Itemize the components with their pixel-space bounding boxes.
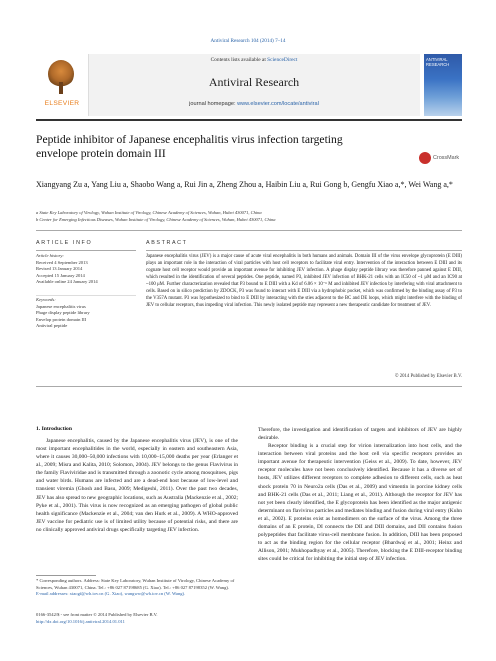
body-paragraph: Receptor binding is a crucial step for virion internalization into host cells, and the interaction between viral proteins and the host cell via specific receptors provides an important avenue for therapeutic intervention (Geiss et al., 2009). To date, however, JEV receptor molecules have not been conclusively identified. Because it has a diverse set of hosts, JEV utilizes different receptors to complete adhesion to different cells, such as heat shock protein 70 in Neuro2a cells (Das et al., 2009) and vimentin in porcine kidney cells and BHK-21 cells (Das et al., 2011; Liang et al., 2011). Although the receptor for JEV has not yet been clearly identified, the E glycoprotein has been identified as the major antigenic determinant on flavivirus particles and mediates binding and fusion during viral entry (Kuhn et al., 2002). E proteins exist as homodimers on the surface of the virus. Among the three domains of an E protein, DI connects the DII and DIII domains, and DII contains fusion polypeptides that facilitate virus-cell membrane fusion. In addition, DIII has been proposed to act as the binding region for the cellular receptor (Bhardwaj et al., 2001; Heinz and Allison, 2001; Mukhopadhyay et al., 2005). Therefore, blocking the E DIII-receptor binding sites could be critical for inhibiting the initial step of JEV infection.	[258, 443, 462, 563]
crossmark-label[interactable]: CrossMark	[433, 155, 460, 161]
keyword-item: Japanese encephalitis virus	[36, 303, 86, 309]
article-info-rule	[36, 250, 136, 251]
article-history	[36, 253, 136, 286]
journal-cover-title: ANTIVIRAL RESEARCH	[426, 57, 450, 67]
footnotes	[36, 578, 238, 598]
abstract-heading: ABSTRACT	[146, 240, 188, 246]
keyword-item: Phage display peptide library	[36, 310, 90, 316]
keywords-label: Keywords:	[36, 297, 56, 302]
abstract-rule	[146, 250, 462, 251]
homepage-prefix: journal homepage:	[189, 101, 238, 107]
affiliation-a: a State Key Laboratory of Virology, Wuhan Institute of Virology, Chinese Academy of Sciences, Wuhan, Hubei 430071, China	[36, 210, 262, 215]
article-info-heading: ARTICLE INFO	[36, 240, 93, 246]
issn-line: 0166-3542/$ - see front matter © 2014 Published by Elsevier B.V.	[36, 612, 158, 617]
journal-homepage	[88, 101, 420, 107]
crossmark-icon[interactable]	[419, 152, 431, 164]
contents-line	[88, 57, 420, 63]
history-label: Article history:	[36, 253, 64, 258]
article-title: Peptide inhibitor of Japanese encephalitis virus infection targeting envelope protein domain III	[36, 133, 343, 161]
abstract-text: Japanese encephalitis virus (JEV) is a major cause of acute viral encephalitis in both humans and animals. Domain III of the virus envelope glycoprotein (E DIII) plays an important role in the interaction of viral particles with host cell receptors to facilitate viral entry. Intervention of the interaction between E DIII and its cognate host cell receptor would provide an important avenue for inhibiting JEV infection. A phage display peptide library was therefore panned against E DIII, which resulted in the identification of several peptides. One peptide, named P3, inhibited JEV infection of BHK-21 cells with an IC50 of ~1 μM and an IC90 at ~100 μM. Further characterization revealed that P3 bound to E DIII with a Kd of 6.06 × 10⁻⁶ M and inhibited JEV infection by interfering with viral attachment to cells. Based on in silico prediction by ZDOCK, P3 was found to interact with E DIII via a hydrophobic pocket, which was confirmed by the binding assay of P3 to the V357A mutant. P3 was hypothesized to bind to E DIII by interacting with the sties adjacent to the BC and DE loops, which might interfere with the binding of JEV to cellular receptors, thus impeding viral infection. This newly isolated peptide may represent a new therapeutic candidate for treatment of JEV.	[146, 254, 462, 308]
keywords-rule	[36, 295, 136, 296]
title-rule	[36, 230, 462, 231]
history-item: Revised 13 January 2014	[36, 266, 83, 272]
email-addresses[interactable]: E-mail addresses: xiaogf@wh.iov.cn (G. Xiao), wangww@wh.iov.cn (W. Wang).	[36, 591, 186, 597]
footnote-rule	[36, 575, 96, 576]
section-heading-introduction: 1. Introduction	[36, 426, 72, 432]
body-left-column	[36, 437, 238, 534]
copyright-notice: © 2014 Published by Elsevier B.V.	[394, 374, 462, 379]
sciencedirect-link[interactable]: ScienceDirect	[267, 57, 298, 63]
corresponding-author-note: * Corresponding authors. Address: State Key Laboratory, Wuhan Institute of Virology, Chinese Academy of Sciences, Wuhan 430071, China. Tel.: +86 027 87198685 (G. Xiao). Tel.: +86 027 87198352 (W. Wang).	[36, 578, 235, 590]
body-paragraph: Japanese encephalitis, caused by the Japanese encephalitis virus (JEV), is one of the most important encephalitides in the world, especially in eastern and southeastern Asia, where it causes 30,000–50,000 infections with 10,000–15,000 deaths per year (Erlanger et al., 2009; Misra and Kalita, 2010; Solomon, 2004). JEV belongs to the genus Flavivirus in the family Flaviviridae and is transmitted through a zoonotic cycle among mosquitoes, pigs and water birds. Humans are infected and are a dead-end host because of low-level and transient viremia (Ghosh and Basu, 2009; Medigeshi, 2011). Over the past two decades, JEV has also spread to new geographic locations, such as Australia (Mackenzie et al., 2002; Pyke et al., 2001). This virus is now recognized as an emerging pathogen of global public health significance (Mackenzie et al., 2004; van den Hurk et al., 2009). A WHO-approved JEV vaccine for pediatric use is of limited utility because of potential risks, and there are no clinically approved antiviral drugs specifically targeting JEV infection.	[36, 438, 238, 533]
keyword-item: Envelop protein domain III	[36, 316, 87, 322]
history-item: Received 4 September 2013	[36, 259, 88, 265]
keyword-item: Antiviral peptide	[36, 323, 68, 329]
header-rule	[36, 119, 462, 121]
contents-prefix: Contents lists available at	[210, 57, 268, 63]
keywords	[36, 297, 136, 330]
body-paragraph: Therefore, the investigation and identification of targets and inhibitors of JEV are highly desirable.	[258, 427, 462, 442]
affiliations	[36, 210, 462, 223]
journal-title: Antiviral Research	[208, 75, 300, 89]
author-list: Xiangyang Zu a, Yang Liu a, Shaobo Wang a, Rui Jin a, Zheng Zhou a, Haibin Liu a, Rui Gong b, Gengfu Xiao a,*, Wei Wang a,*	[36, 180, 453, 189]
history-item: Accepted 15 January 2014	[36, 272, 85, 278]
history-item: Available online 24 January 2014	[36, 279, 98, 285]
running-head[interactable]: Antiviral Research 104 (2014) 7–14	[210, 38, 286, 44]
bottom-info	[36, 612, 238, 626]
abstract-bottom-rule	[36, 386, 462, 387]
doi-link[interactable]: http://dx.doi.org/10.1016/j.antiviral.2014.01.011	[36, 618, 125, 624]
body-right-column	[258, 426, 462, 563]
elsevier-tree-trunk	[59, 82, 63, 94]
homepage-link[interactable]: www.elsevier.com/locate/antiviral	[237, 101, 319, 107]
publisher-name: ELSEVIER	[44, 100, 80, 107]
affiliation-b: b Center for Emerging Infectious Diseases, Wuhan Institute of Virology, Chinese Academy of Sciences, Wuhan, Hubei 430071, China	[36, 216, 276, 222]
